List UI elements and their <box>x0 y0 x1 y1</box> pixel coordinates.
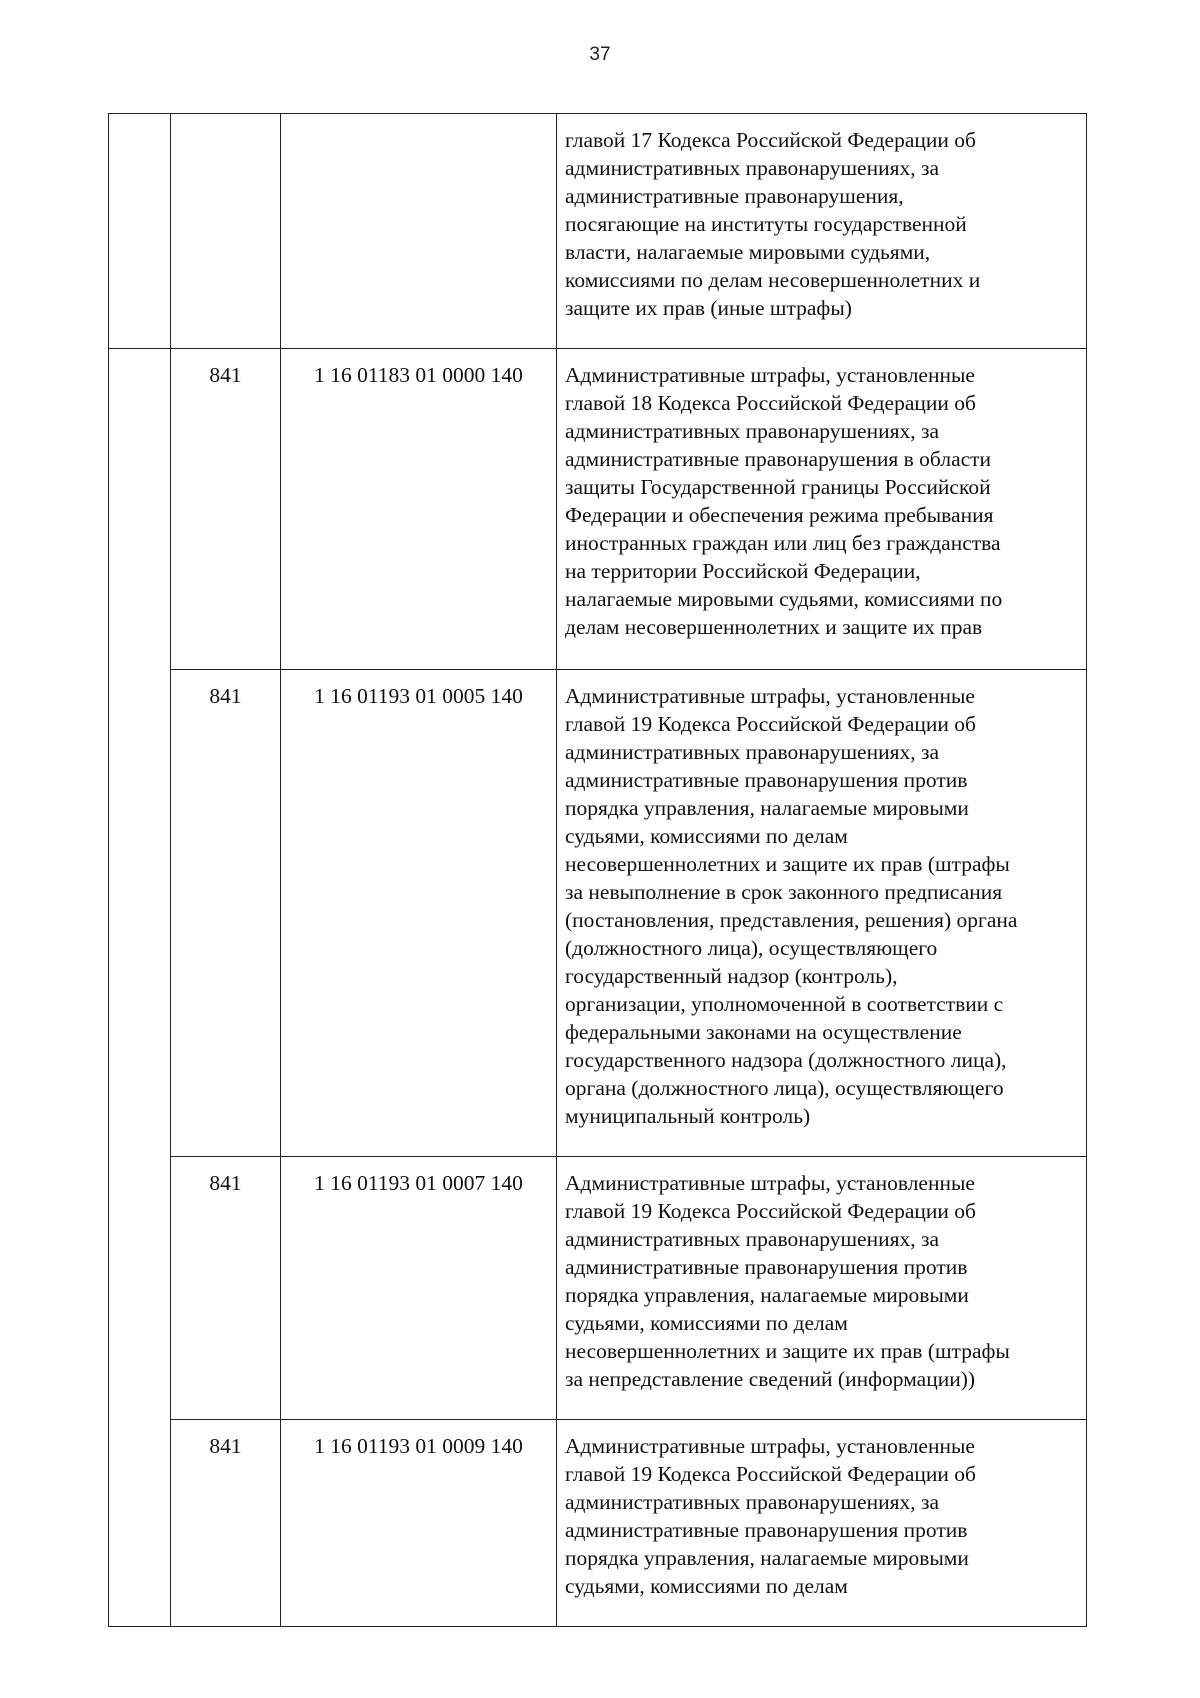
description-line: административные правонарушения против <box>565 1518 968 1542</box>
admin-code-cell: 841 <box>171 349 281 670</box>
description-line: власти, налагаемые мировыми судьями, <box>565 240 931 264</box>
page-number: 37 <box>589 44 611 65</box>
description-line: защиты Государственной границы Российской <box>565 475 991 499</box>
description-line: за невыполнение в срок законного предписания <box>565 880 1003 904</box>
description-cell <box>557 1157 1087 1420</box>
description-line: организации, уполномоченной в соответствии с <box>565 992 1004 1016</box>
description-line: государственного надзора (должностного лица), <box>565 1048 1007 1072</box>
description-line: главой 17 Кодекса Российской Федерации об <box>565 128 976 152</box>
description-line: муниципальный контроль) <box>565 1104 811 1128</box>
description-line: делам несовершеннолетних и защите их прав <box>565 615 983 639</box>
description-line: налагаемые мировыми судьями, комиссиями по <box>565 587 1003 611</box>
description-line: административных правонарушениях, за <box>565 740 940 764</box>
table-row <box>109 670 1087 1157</box>
description-cell <box>557 670 1087 1157</box>
description-line: несовершеннолетних и защите их прав (штрафы <box>565 852 1010 876</box>
description-line: Административные штрафы, установленные <box>565 1171 975 1195</box>
description-line: административных правонарушениях, за <box>565 419 940 443</box>
description-line: административные правонарушения в области <box>565 447 992 471</box>
description-line: главой 19 Кодекса Российской Федерации об <box>565 712 976 736</box>
description-cell <box>557 349 1087 670</box>
description-line: Федерации и обеспечения режима пребывания <box>565 503 994 527</box>
budget-code-cell: 1 16 01193 01 0007 140 <box>281 1157 557 1420</box>
table-row <box>109 114 1087 349</box>
description-line: административные правонарушения против <box>565 1255 968 1279</box>
budget-code-cell: 1 16 01193 01 0005 140 <box>281 670 557 1157</box>
description-line: (постановления, представления, решения) органа <box>565 908 1018 932</box>
description-line: посягающие на институты государственной <box>565 212 967 236</box>
description-line: комиссиями по делам несовершеннолетних и <box>565 268 981 292</box>
description-line: порядка управления, налагаемые мировыми <box>565 1283 969 1307</box>
admin-code-cell: 841 <box>171 670 281 1157</box>
description-line: административные правонарушения против <box>565 768 968 792</box>
empty-cell <box>109 114 171 349</box>
description-line: несовершеннолетних и защите их прав (штрафы <box>565 1339 1010 1363</box>
table-row <box>109 1157 1087 1420</box>
budget-code-cell <box>281 114 557 349</box>
description-cell <box>557 1420 1087 1627</box>
budget-code-cell: 1 16 01183 01 0000 140 <box>281 349 557 670</box>
description-line: административных правонарушениях, за <box>565 1227 940 1251</box>
description-line: федеральными законами на осуществление <box>565 1020 962 1044</box>
admin-code-cell: 841 <box>171 1420 281 1627</box>
description-line: административных правонарушениях, за <box>565 156 940 180</box>
table-row <box>109 349 1087 670</box>
revenue-codes-table <box>108 113 1087 1627</box>
description-line: порядка управления, налагаемые мировыми <box>565 796 969 820</box>
description-line: административные правонарушения, <box>565 184 904 208</box>
description-line: за непредставление сведений (информации)) <box>565 1367 976 1391</box>
description-line: иностранных граждан или лиц без гражданства <box>565 531 1001 555</box>
description-line: судьями, комиссиями по делам <box>565 1574 848 1598</box>
description-line: на территории Российской Федерации, <box>565 559 921 583</box>
description-line: административных правонарушениях, за <box>565 1490 940 1514</box>
description-line: Административные штрафы, установленные <box>565 363 975 387</box>
empty-cell <box>109 349 171 1627</box>
description-line: (должностного лица), осуществляющего <box>565 936 938 960</box>
admin-code-cell: 841 <box>171 1157 281 1420</box>
description-line: защите их прав (иные штрафы) <box>565 296 852 320</box>
description-line: Административные штрафы, установленные <box>565 1434 975 1458</box>
description-line: главой 18 Кодекса Российской Федерации об <box>565 391 976 415</box>
description-line: судьями, комиссиями по делам <box>565 824 848 848</box>
description-cell <box>557 114 1087 349</box>
description-line: Административные штрафы, установленные <box>565 684 975 708</box>
description-line: главой 19 Кодекса Российской Федерации об <box>565 1462 976 1486</box>
description-line: судьями, комиссиями по делам <box>565 1311 848 1335</box>
description-line: главой 19 Кодекса Российской Федерации об <box>565 1199 976 1223</box>
admin-code-cell <box>171 114 281 349</box>
description-line: государственный надзор (контроль), <box>565 964 898 988</box>
description-line: порядка управления, налагаемые мировыми <box>565 1546 969 1570</box>
budget-code-cell: 1 16 01193 01 0009 140 <box>281 1420 557 1627</box>
description-line: органа (должностного лица), осуществляющего <box>565 1076 1004 1100</box>
table-row <box>109 1420 1087 1627</box>
